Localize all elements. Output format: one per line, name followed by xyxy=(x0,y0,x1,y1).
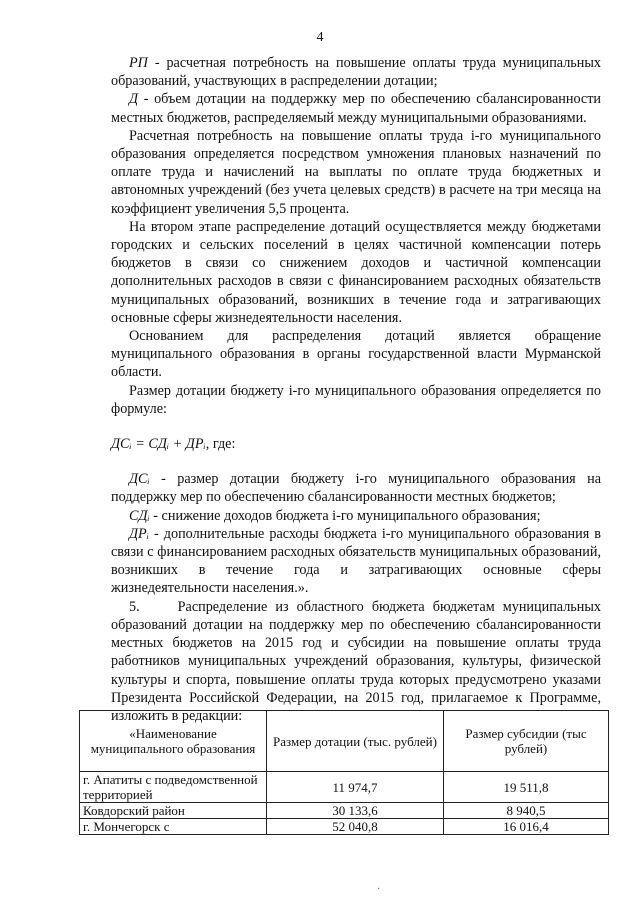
header-grant-size: Размер субсидии (тыс рублей) xyxy=(444,711,609,772)
document-body xyxy=(111,54,601,725)
item-5-number: 5. xyxy=(129,598,140,615)
row-municipality: г. Апатиты с подведомственной территорией xyxy=(80,772,267,803)
row-dotation: 11 974,7 xyxy=(267,772,444,803)
row-subsidy: 8 940,5 xyxy=(444,803,609,819)
d-term: Д xyxy=(129,91,139,108)
formula: ДСᵢ = СДᵢ + ДРᵢ xyxy=(111,436,206,453)
table-row xyxy=(80,772,609,803)
second-stage-paragraph: На втором этапе распределение дотаций осуществляется между бюджетами городских и сельских поселений в целях частичной компенсации потерь бюджетов в связи со снижением доходов и частичной компенсации дополнительных расходов в связи с финансированием расходных обязательств муниципальных образований, возникших в течение года и затрагивающих основные сферы жизнедеятельности населения. xyxy=(111,218,601,326)
row-municipality: г. Мончегорск с xyxy=(80,819,267,835)
row-municipality: Ковдорский район xyxy=(80,803,267,819)
row-dotation: 30 133,6 xyxy=(267,803,444,819)
d-definition xyxy=(111,90,601,126)
table-row xyxy=(80,803,609,819)
rp-definition xyxy=(111,54,601,90)
sd-def: - снижение доходов бюджета i-го муниципального образования; xyxy=(149,507,541,524)
size-formula-intro: Размер дотации бюджету i-го муниципального образования определяется по формуле: xyxy=(111,382,601,417)
dr-definition xyxy=(111,525,601,598)
row-subsidy: 19 511,8 xyxy=(444,772,609,803)
dc-def: - размер дотации бюджету i-го муниципального образования на поддержку мер по обеспечению сбалансированности местных бюджетов; xyxy=(111,471,601,506)
item-5-text: Распределение из областного бюджета бюджетам муниципальных образований дотации на поддержку мер по обеспечению сбалансированности местных бюджетов на 2015 год и субсидии на повышение оплаты труда работников муниципальных учреждений образования, культуры, физической культуры и спорта, повышение оплаты труда которых предусмотрено указами Президента Российской Федерации, на 2015 год, прилагаемое к Программе, изложить в редакции: xyxy=(111,598,601,724)
header-subsidy-size: Размер дотации (тыс. рублей) xyxy=(267,711,444,772)
row-dotation: 52 040,8 xyxy=(267,819,444,835)
dc-definition xyxy=(111,470,601,506)
calc-need-paragraph: Расчетная потребность на повышение оплаты труда i-го муниципального образования определяется посредством умножения плановых назначений по оплате труда и начислений на выплаты по оплате труда бюджетных и автономных учреждений (без учета целевых средств) в расчете на три месяца на коэффициент увеличения 5,5 процента. xyxy=(111,127,601,217)
dr-def: - дополнительные расходы бюджета i-го муниципального образования в связи с финансированием расходных обязательств муниципальных образований, возникших в течение года и затрагивающих основные сферы жизнедеятельности населения.». xyxy=(111,525,601,597)
item-5 xyxy=(111,598,601,725)
sd-term: СДᵢ xyxy=(129,507,150,524)
dc-term: ДСᵢ xyxy=(129,471,150,488)
page-number: 4 xyxy=(316,30,324,45)
table-row xyxy=(80,819,609,835)
rp-term: РП xyxy=(129,55,148,71)
row-subsidy: 16 016,4 xyxy=(444,819,609,835)
rp-def: - расчетная потребность на повышение оплаты труда муниципальных образований, участвующих в распределении дотации; xyxy=(111,55,601,90)
basis-paragraph: Основанием для распределения дотаций является обращение муниципального образования в органы государственной власти Мурманской области. xyxy=(111,328,601,381)
formula-line xyxy=(111,435,601,453)
formula-tail: , где: xyxy=(205,436,236,453)
dr-term: ДРᵢ xyxy=(129,525,149,542)
header-municipality: «Наименование муниципального образования xyxy=(80,711,267,772)
table-header-row xyxy=(80,711,609,772)
scan-speck: · xyxy=(377,884,381,895)
allocation-table xyxy=(79,710,609,835)
d-def: - объем дотации на поддержку мер по обеспечению сбалансированности местных бюджетов, распределяемый между муниципальными образованиями. xyxy=(111,91,601,126)
sd-definition xyxy=(111,507,601,525)
